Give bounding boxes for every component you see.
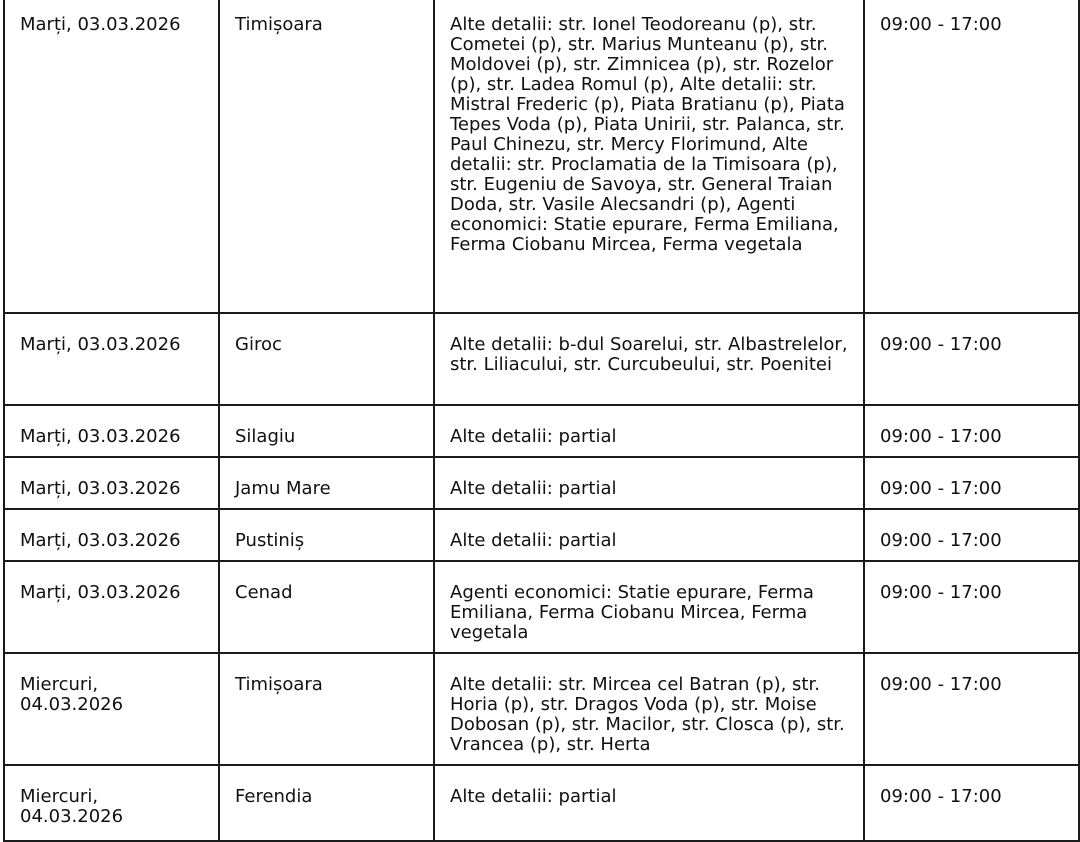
hours-cell: 09:00 - 17:00 bbox=[864, 509, 1079, 561]
hours-cell: 09:00 - 17:00 bbox=[864, 653, 1079, 765]
date-cell: Marți, 03.03.2026 bbox=[4, 509, 219, 561]
locality-cell: Pustiniș bbox=[219, 509, 434, 561]
details-cell: Alte detalii: partial bbox=[434, 509, 864, 561]
table-row bbox=[4, 405, 1079, 457]
hours-cell: 09:00 - 17:00 bbox=[864, 405, 1079, 457]
locality-cell: Jamu Mare bbox=[219, 457, 434, 509]
date-cell: Miercuri, 04.03.2026 bbox=[4, 765, 219, 841]
table-row bbox=[4, 457, 1079, 509]
table-row bbox=[4, 653, 1079, 765]
date-cell: Marți, 03.03.2026 bbox=[4, 405, 219, 457]
hours-cell: 09:00 - 17:00 bbox=[864, 765, 1079, 841]
details-cell: Alte detalii: str. Mircea cel Batran (p), str. Horia (p), str. Dragos Voda (p), str. Moise Dobosan (p), str. Macilor, str. Closca (p), str. Vrancea (p), str. Herta bbox=[434, 653, 864, 765]
outage-schedule-table bbox=[3, 0, 1080, 842]
date-cell: Marți, 03.03.2026 bbox=[4, 0, 219, 313]
hours-cell: 09:00 - 17:00 bbox=[864, 0, 1079, 313]
locality-cell: Giroc bbox=[219, 313, 434, 405]
locality-cell: Cenad bbox=[219, 561, 434, 653]
table-row bbox=[4, 313, 1079, 405]
locality-cell: Ferendia bbox=[219, 765, 434, 841]
date-cell: Marți, 03.03.2026 bbox=[4, 313, 219, 405]
locality-cell: Timișoara bbox=[219, 653, 434, 765]
details-cell: Alte detalii: partial bbox=[434, 765, 864, 841]
table-row bbox=[4, 765, 1079, 841]
details-cell: Alte detalii: partial bbox=[434, 457, 864, 509]
hours-cell: 09:00 - 17:00 bbox=[864, 313, 1079, 405]
date-cell: Marți, 03.03.2026 bbox=[4, 561, 219, 653]
date-cell: Miercuri, 04.03.2026 bbox=[4, 653, 219, 765]
details-cell: Alte detalii: b-dul Soarelui, str. Albastrelelor, str. Liliacului, str. Curcubeului, str. Poenitei bbox=[434, 313, 864, 405]
date-cell: Marți, 03.03.2026 bbox=[4, 457, 219, 509]
details-cell: Alte detalii: str. Ionel Teodoreanu (p), str. Cometei (p), str. Marius Munteanu (p), str. Moldovei (p), str. Zimnicea (p), str. Rozelor (p), str. Ladea Romul (p), Alte detalii: str. Mistral Frederic (p), Piata Bratianu (p), Piata Tepes Voda (p), Piata Unirii, str. Palanca, str. Paul Chinezu, str. Mercy Florimund, Alte detalii: str. Proclamatia de la Timisoara (p), str. Eugeniu de Savoya, str. General Traian Doda, str. Vasile Alecsandri (p), Agenti economici: Statie epurare, Ferma Emiliana, Ferma Ciobanu Mircea, Ferma vegetala bbox=[434, 0, 864, 313]
table-row bbox=[4, 509, 1079, 561]
table-row bbox=[4, 561, 1079, 653]
details-cell: Agenti economici: Statie epurare, Ferma Emiliana, Ferma Ciobanu Mircea, Ferma vegetala bbox=[434, 561, 864, 653]
details-cell: Alte detalii: partial bbox=[434, 405, 864, 457]
locality-cell: Silagiu bbox=[219, 405, 434, 457]
hours-cell: 09:00 - 17:00 bbox=[864, 561, 1079, 653]
hours-cell: 09:00 - 17:00 bbox=[864, 457, 1079, 509]
locality-cell: Timișoara bbox=[219, 0, 434, 313]
table-row bbox=[4, 0, 1079, 313]
